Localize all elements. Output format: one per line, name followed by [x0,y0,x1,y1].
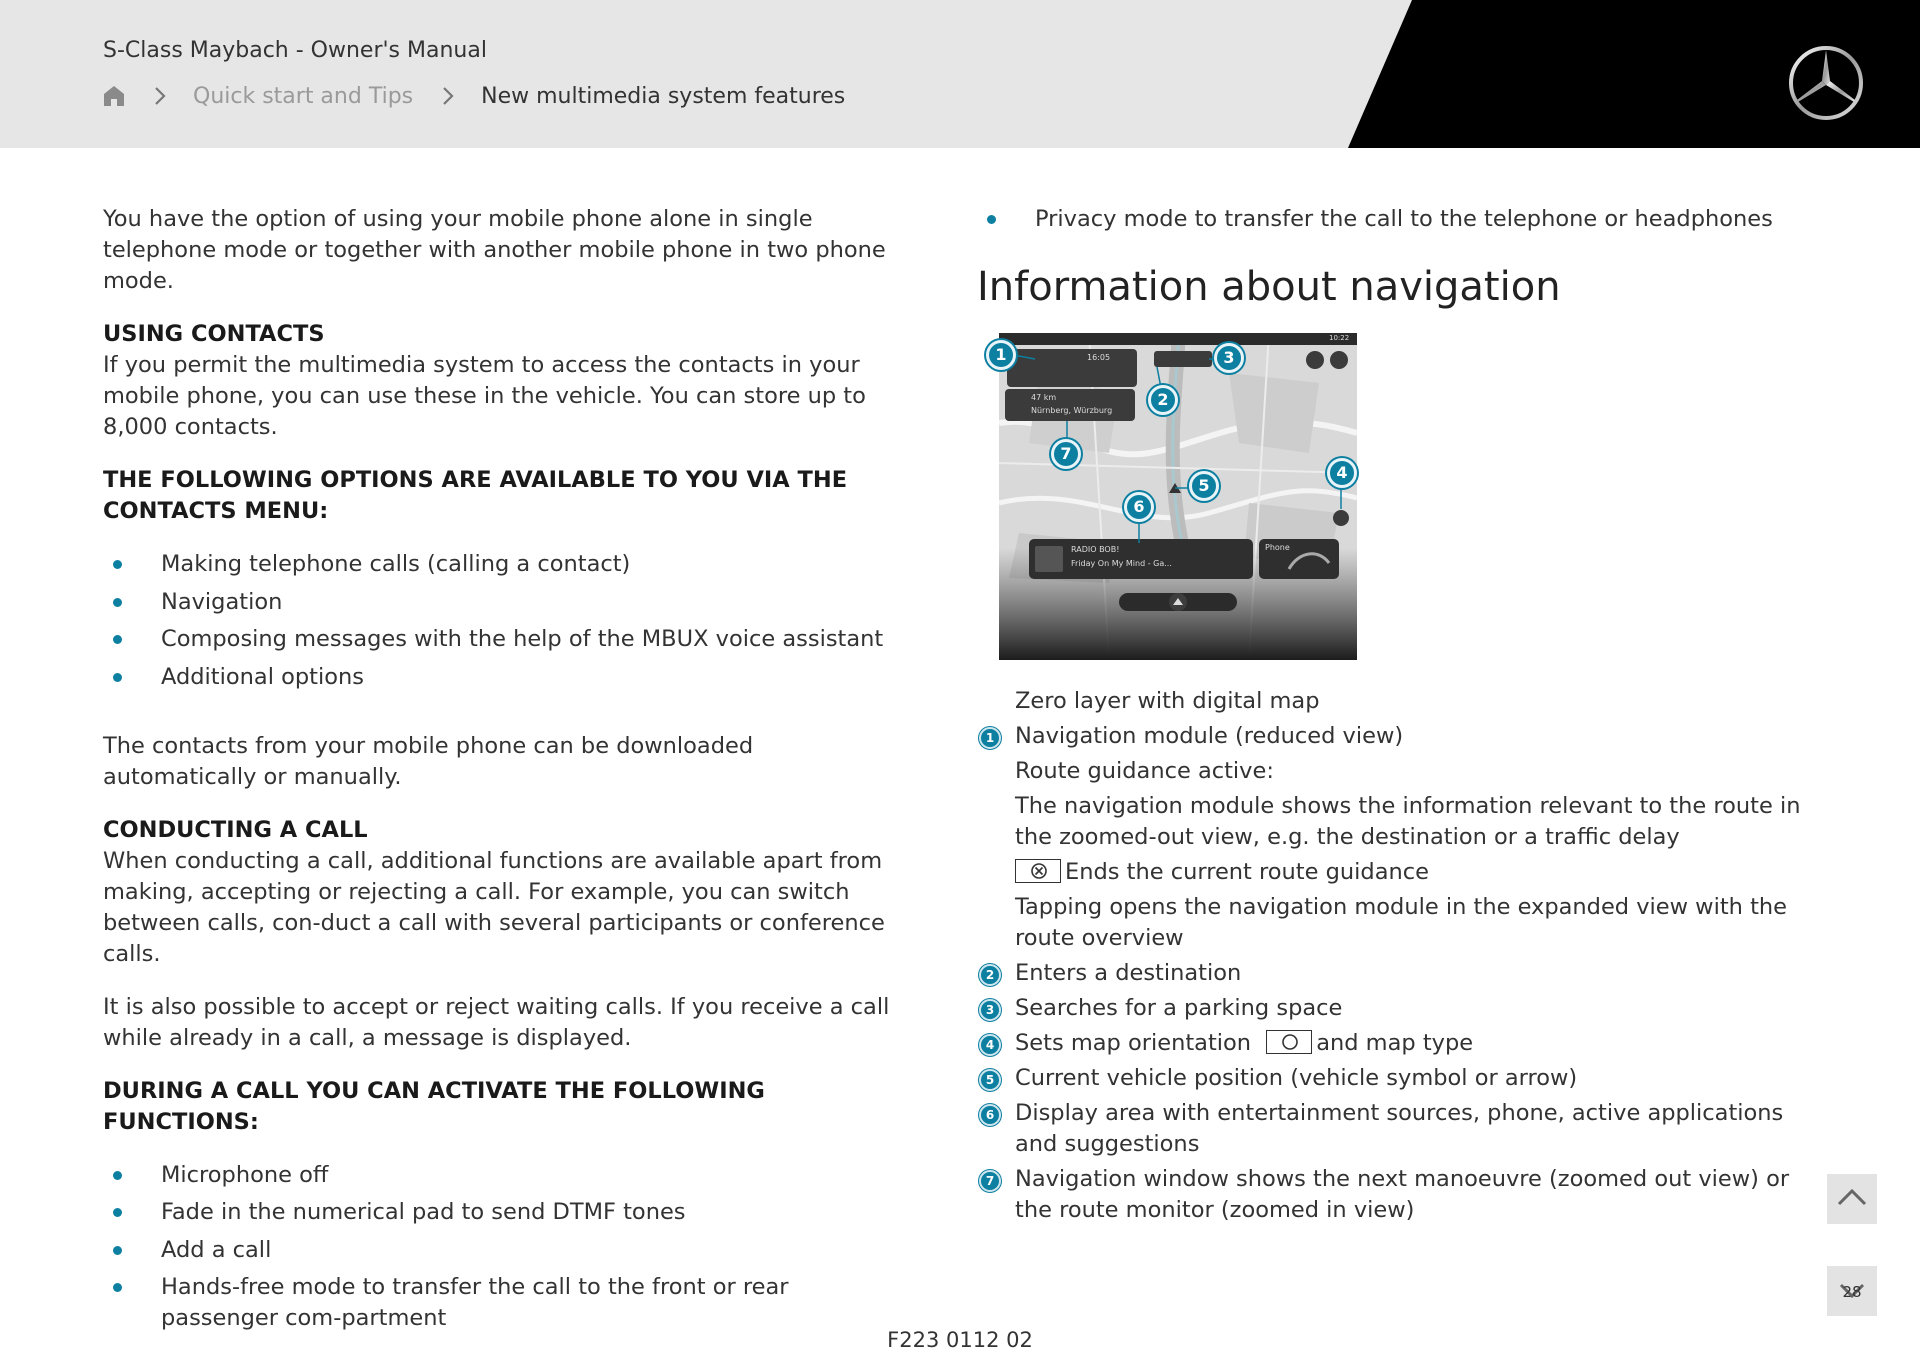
header-black-panel [0,0,1920,148]
chevron-right-icon [441,85,455,107]
multimedia-screenshot [995,333,1357,660]
section-title: Information about navigation [977,264,1561,310]
callout-badge: 6 [979,1104,1001,1126]
screenshot-legend [977,686,1807,1226]
bullet-icon [113,635,122,644]
bullet-icon [113,560,122,569]
bullet-icon [113,673,122,682]
legend-item-1: 1 Navigation module (reduced view) [977,721,1807,752]
legend-zero-layer: Zero layer with digital map [1015,688,1320,714]
callout-badge: 4 [979,1034,1001,1056]
download-paragraph: The contacts from your mobile phone can be downloaded automatically or manually. [103,732,754,790]
callout-4: 4 [1327,458,1357,488]
functions-heading: DURING A CALL YOU CAN ACTIVATE THE FOLLOWING FUNCTIONS: [103,1077,765,1135]
page-header [0,0,1920,148]
callout-badge: 5 [979,1069,1001,1091]
screenshot-route: Nürnberg, Würzburg [1031,406,1113,415]
list-item: Microphone off [103,1160,903,1191]
bullet-icon [113,1171,122,1180]
callout-badge: 2 [979,964,1001,986]
call-heading: CONDUCTING A CALL [103,816,368,843]
legend-item-4: 4 Sets map orientation and map type [977,1028,1807,1059]
privacy-list [977,204,1807,235]
call-functions-list [103,1160,903,1335]
list-item: Fade in the numerical pad to send DTMF tones [103,1197,903,1228]
bullet-icon [113,598,122,607]
list-item: Navigation [103,587,903,618]
breadcrumb [103,82,845,110]
compass-orientation-icon [1266,1030,1312,1054]
list-item: Additional options [103,662,903,693]
bullet-icon [113,1283,122,1292]
legend-item-5: 5 Current vehicle position (vehicle symbol or arrow) [977,1063,1807,1094]
callout-badge: 3 [979,999,1001,1021]
chevron-right-icon [153,85,167,107]
list-item: Hands-free mode to transfer the call to the front or rear passenger com-partment [103,1272,903,1334]
options-heading: THE FOLLOWING OPTIONS ARE AVAILABLE TO YOU VIA THE CONTACTS MENU: [103,467,848,524]
screenshot-phone-tile: Phone [1265,543,1290,552]
contacts-options-list [103,549,903,693]
chevron-up-icon [1827,1174,1877,1224]
screenshot-distance: 47 km [1031,393,1057,402]
callout-badge: 7 [979,1170,1001,1192]
cancel-route-icon [1015,859,1061,883]
legend-route-active: Route guidance active: [1015,758,1274,784]
manual-title: S-Class Maybach - Owner's Manual [103,38,487,63]
bullet-icon [987,215,996,224]
screenshot-track: Friday On My Mind - Ga... [1071,559,1172,568]
breadcrumb-link-quick-start[interactable]: Quick start and Tips [193,83,414,109]
screenshot-clock: 16:05 [1087,353,1111,362]
breadcrumb-current-page: New multimedia system features [481,83,846,109]
callout-2: 2 [1148,385,1178,415]
waiting-calls-paragraph: It is also possible to accept or reject waiting calls. If you receive a call while already in a call, a message is displayed. [103,993,890,1051]
bullet-icon [113,1208,122,1217]
callout-7: 7 [1051,439,1081,469]
callout-badge: 1 [979,727,1001,749]
callout-1: 1 [986,340,1016,370]
callout-6: 6 [1124,492,1154,522]
list-item: Privacy mode to transfer the call to the telephone or headphones [977,204,1807,235]
legend-route-desc: The navigation module shows the information relevant to the route in the zoomed-out view, e.g. the destination or a traffic delay [1015,793,1801,850]
legend-tapping: Tapping opens the navigation module in the expanded view with the route overview [1015,894,1787,951]
legend-item-7: 7 Navigation window shows the next manoeuvre (zoomed out view) or the route monitor (zoomed in view) [977,1164,1807,1226]
home-icon[interactable] [103,85,125,107]
navigation-map-image [999,333,1357,660]
legend-item-3: 3 Searches for a parking space [977,993,1807,1024]
screenshot-radio-station: RADIO BOB! [1071,545,1120,554]
scroll-down-button[interactable] [1827,1266,1877,1316]
bullet-icon [113,1246,122,1255]
contacts-heading: USING CONTACTS [103,321,325,347]
legend-ends-route: Ends the current route guidance [977,857,1807,888]
right-column [977,204,1807,1230]
scroll-up-button[interactable] [1827,1174,1877,1224]
list-item: Making telephone calls (calling a contact) [103,549,903,580]
list-item: Composing messages with the help of the MBUX voice assistant [103,624,903,655]
call-paragraph: When conducting a call, additional functions are available apart from making, accepting or rejecting a call. For example, you can switch between calls, con-duct a call with several participants or conference calls. [103,847,885,967]
page-number: 28 [1842,1283,1862,1301]
callout-3: 3 [1214,343,1244,373]
left-column [103,204,903,1341]
document-code: F223 0112 02 [887,1328,1033,1352]
screenshot-status-time: 10:22 [1329,334,1350,342]
legend-item-6: 6 Display area with entertainment sources, phone, active applications and suggestions [977,1098,1807,1160]
intro-paragraph: You have the option of using your mobile phone alone in single telephone mode or together with another mobile phone in two phone mode. [103,206,886,294]
legend-item-2: 2 Enters a destination [977,958,1807,989]
mercedes-star-logo[interactable] [1788,45,1864,121]
list-item: Add a call [103,1235,903,1266]
contacts-paragraph: If you permit the multimedia system to access the contacts in your mobile phone, you can use these in the vehicle. You can store up to 8,000 contacts. [103,352,866,440]
callout-5: 5 [1189,471,1219,501]
